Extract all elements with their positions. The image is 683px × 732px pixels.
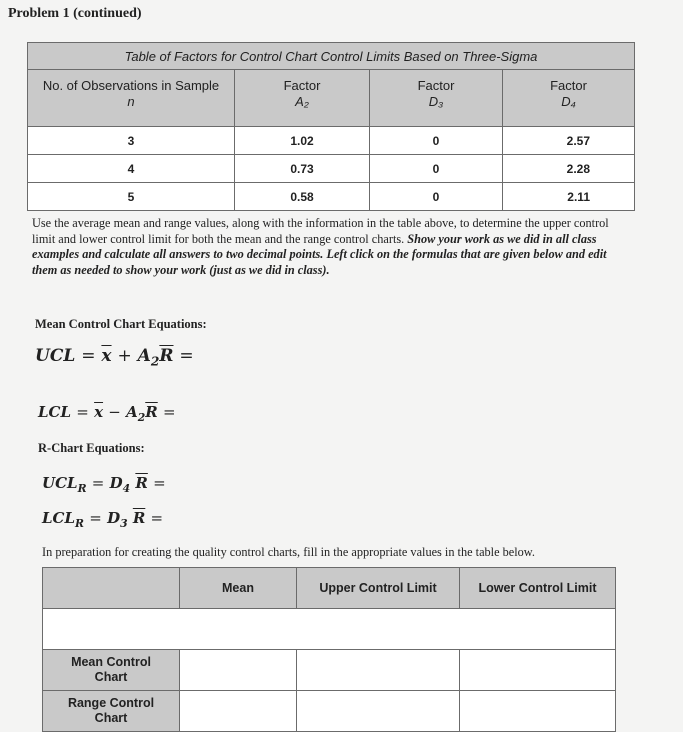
cell-d3: 0 (370, 183, 503, 211)
d-symbol: D (107, 509, 121, 527)
lcl-equation[interactable] (38, 403, 176, 424)
a-symbol: A (126, 403, 138, 421)
plus-sign: + (117, 346, 132, 366)
row-label-line: Chart (94, 711, 128, 725)
equals-sign: = (76, 403, 89, 421)
a-symbol: A (137, 346, 151, 366)
cell-d4: 2.57 (503, 127, 635, 155)
row-label-line: Range Control (67, 696, 155, 710)
cell-d3: 0 (370, 155, 503, 183)
lclr-equation[interactable] (42, 509, 163, 530)
header-d4 (503, 70, 635, 127)
equals-sign: = (162, 403, 176, 421)
table-row (43, 650, 616, 691)
rbar-symbol: $\overline{R}$ (159, 346, 174, 366)
header-lcl: Lower Control Limit (460, 568, 616, 609)
r-subscript: R (75, 516, 85, 530)
equals-sign: = (179, 346, 194, 366)
header-a2-label: Factor (283, 78, 321, 93)
header-a2-sub: A₂ (295, 94, 309, 109)
rbar-symbol: $\overline{R}$ (135, 474, 148, 492)
d-subscript: 4 (122, 481, 131, 495)
equals-sign: = (91, 474, 105, 492)
instructions-line1: Use the average mean and range values, along with the information in the table above, to determine the upper control limit and lower control limit for both the mean and the range control charts. (32, 216, 609, 246)
minus-sign: − (108, 403, 121, 421)
ucl-equation[interactable] (35, 346, 194, 368)
factor-table (27, 42, 635, 211)
header-ucl: Upper Control Limit (297, 568, 460, 609)
xbar-symbol: $\overline{x}$ (94, 403, 104, 421)
d-symbol: D (109, 474, 123, 492)
range-chart-lcl-cell[interactable] (460, 691, 616, 732)
row-label-line: Chart (94, 670, 128, 684)
row-label-mean-chart (43, 650, 180, 691)
header-mean: Mean (180, 568, 297, 609)
a-subscript: 2 (150, 354, 160, 369)
instructions-line2: Show your work as we did in all class examples and calculate all answers to two decimal points. Left click on the formulas that are given below and edit them as needed to show your work (just as we did in class). (32, 231, 607, 277)
header-observations (28, 70, 235, 127)
cell-n: 3 (28, 127, 235, 155)
mean-section-label: Mean Control Chart Equations: (35, 317, 207, 331)
control-limits-table (42, 567, 616, 732)
a-subscript: 2 (137, 410, 146, 424)
equals-sign: = (150, 509, 164, 527)
lcl-symbol: LCL (38, 403, 72, 421)
cell-n: 4 (28, 155, 235, 183)
blank-header (43, 568, 180, 609)
header-d4-sub: D₄ (561, 94, 576, 109)
header-d3 (370, 70, 503, 127)
xbar-symbol: $\overline{x}$ (101, 346, 112, 366)
header-d3-label: Factor (417, 78, 455, 93)
table-row (43, 609, 616, 650)
table-row (28, 127, 635, 155)
empty-row (43, 609, 616, 650)
uclr-symbol: UCL (42, 474, 78, 492)
header-d3-sub: D₃ (428, 94, 444, 109)
equals-sign: = (81, 346, 96, 366)
range-chart-ucl-cell[interactable] (297, 691, 460, 732)
table-row (43, 691, 616, 732)
equals-sign: = (89, 509, 102, 527)
rbar-symbol: $\overline{R}$ (145, 403, 158, 421)
r-section-label: R-Chart Equations: (38, 441, 145, 455)
cell-a2: 1.02 (235, 127, 370, 155)
page-heading: Problem 1 (continued) (8, 6, 142, 21)
r-subscript: R (77, 481, 87, 495)
ucl-symbol: UCL (35, 346, 76, 366)
cell-n: 5 (28, 183, 235, 211)
lclr-symbol: LCL (42, 509, 76, 527)
factor-table-caption: Table of Factors for Control Chart Control Limits Based on Three-Sigma (28, 43, 635, 70)
uclr-equation[interactable] (42, 474, 166, 495)
equals-sign: = (153, 474, 166, 492)
d-subscript: 3 (120, 516, 128, 530)
range-chart-mean-cell[interactable] (180, 691, 297, 732)
header-a2 (235, 70, 370, 127)
header-d4-label: Factor (550, 78, 587, 93)
row-label-line: Mean Control (71, 655, 151, 669)
prep-text: In preparation for creating the quality control charts, fill in the appropriate values in the table below. (42, 545, 535, 559)
instructions (32, 216, 632, 278)
rbar-symbol: $\overline{R}$ (132, 509, 146, 527)
row-label-range-chart (43, 691, 180, 732)
mean-chart-ucl-cell[interactable] (297, 650, 460, 691)
table-row (28, 155, 635, 183)
cell-d4: 2.28 (503, 155, 635, 183)
table-row (28, 183, 635, 211)
cell-a2: 0.58 (235, 183, 370, 211)
header-observations-label: No. of Observations in Sample (42, 78, 220, 93)
cell-d4: 2.11 (503, 183, 635, 211)
cell-d3: 0 (370, 127, 503, 155)
mean-chart-mean-cell[interactable] (180, 650, 297, 691)
header-n: n (127, 94, 135, 109)
mean-chart-lcl-cell[interactable] (460, 650, 616, 691)
cell-a2: 0.73 (235, 155, 370, 183)
